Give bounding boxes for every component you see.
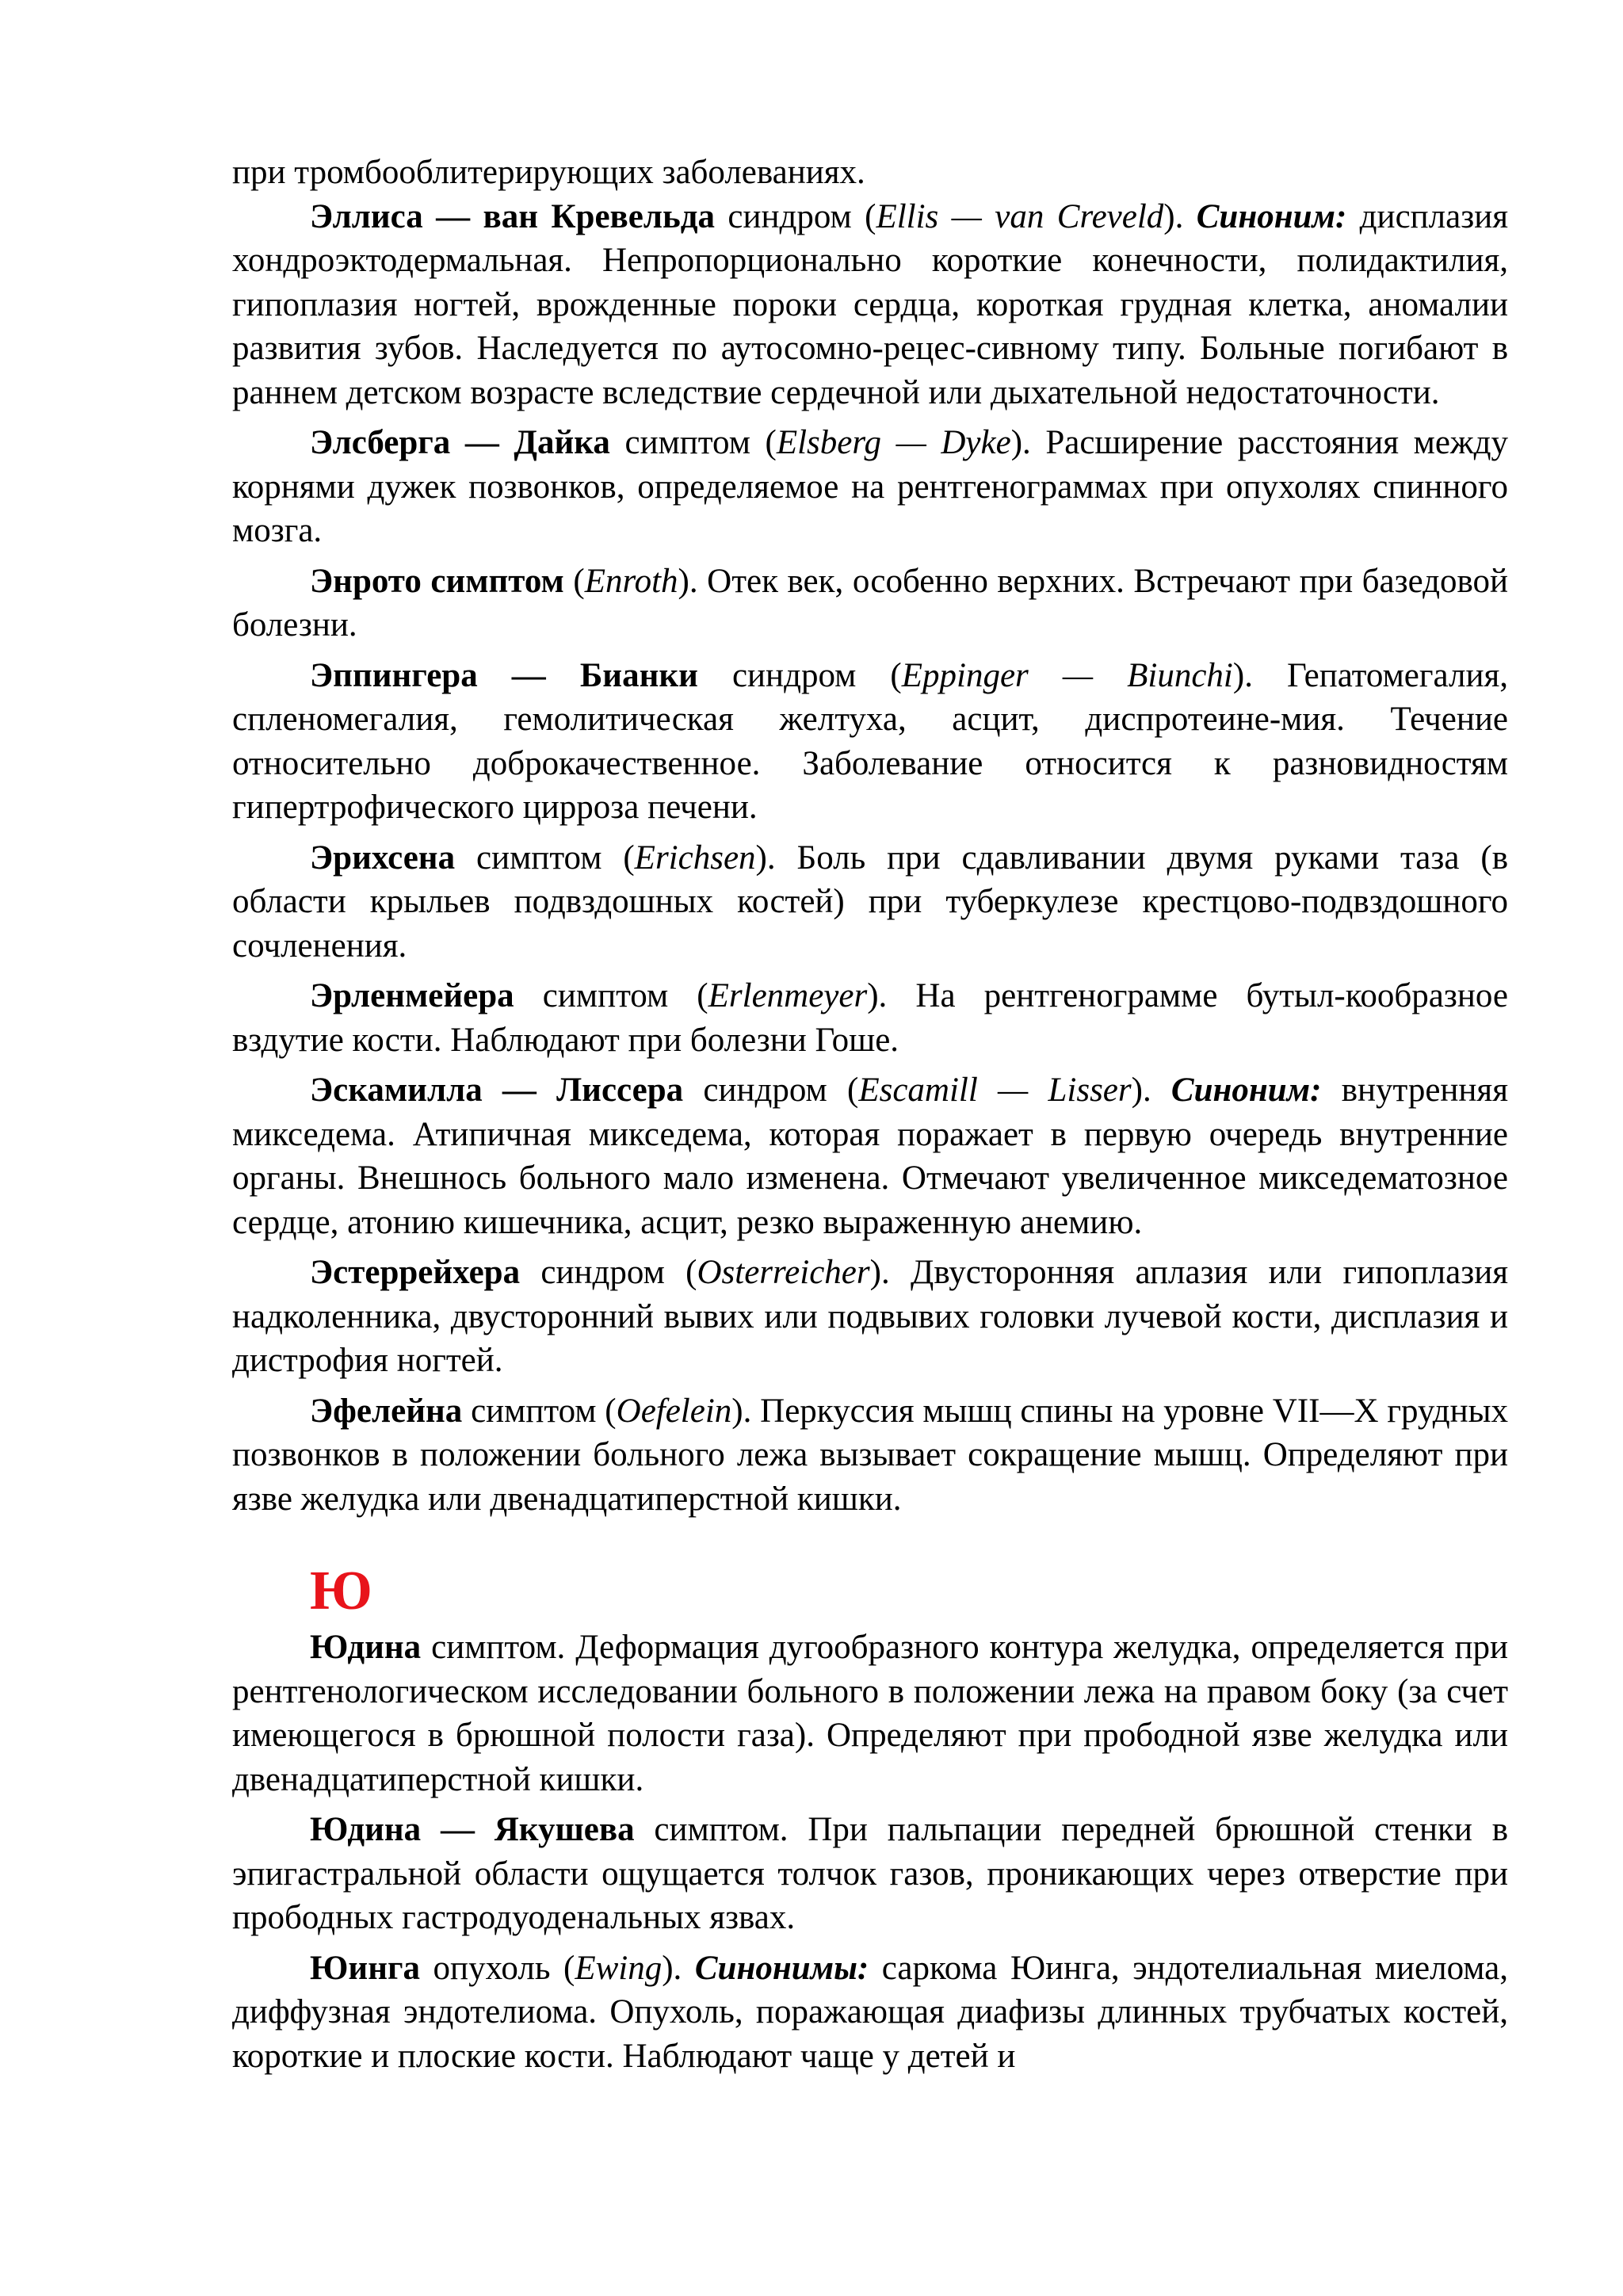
entry-text: внутренняя микседема. Атипичная микседема, которая поражает в первую очередь внутренние органы. Внешнось больного мало изменена. Отмечают увеличенное микседематозное сердце, атонию кишечника, асцит, резко выраженную анемию.	[232, 1072, 1508, 1241]
entry-text: Расширение расстояния между корнями дужек позвонков, определяемое на рентгенограммах при опухолях спинного мозга.	[232, 424, 1508, 549]
entry-term: Эфелейна	[310, 1392, 463, 1430]
entry-term: Эстеррейхера	[310, 1254, 521, 1291]
entry-kind: синдром (	[697, 656, 902, 694]
entry-text: Боль при сдавливании двумя руками таза (в области крыльев подвздошных костей) при туберкулезе крестцово-подвздошного сочленения.	[232, 839, 1508, 965]
entry-text: дисплазия хондроэктодермальная. Непропорционально короткие конечности, полидактилия, гипоплазия ногтей, врожденные пороки сердца, короткая грудная клетка, аномалии развития зубов. Наследуется по аутосомно-рецес-сивному типу. Больные погибают в раннем детском возрасте вследствие сердечной или дыхательной недостаточности.	[232, 197, 1508, 411]
section-letter-heading: Ю	[310, 1561, 372, 1622]
entry-latin-name: Ellis — van Creveld	[876, 197, 1164, 235]
entry-latin-name: Escamill — Lisser	[858, 1072, 1132, 1109]
entry-term: Юдина	[310, 1629, 422, 1666]
entry-yudina-yakusheva	[232, 1808, 1508, 1940]
entry-punct: ).	[1010, 424, 1046, 461]
synonym-label: Синоним:	[1170, 1072, 1322, 1109]
entry-ewing	[232, 1946, 1508, 2079]
entry-latin-name: Osterreicher	[697, 1254, 870, 1291]
entry-punct: ).	[731, 1392, 761, 1430]
entry-escamill-lisser	[232, 1068, 1508, 1244]
entry-latin-name: Ewing	[575, 1949, 663, 1987]
entry-kind: синдром (	[520, 1254, 697, 1291]
entry-ellis-van-creveld	[232, 195, 1508, 415]
entry-osterreicher	[232, 1251, 1508, 1383]
entry-term: Юинга	[310, 1949, 420, 1987]
entry-term: Эрленмейера	[310, 977, 514, 1014]
entry-kind: симптом.	[421, 1629, 576, 1666]
synonym-label: Синонимы:	[694, 1949, 869, 1987]
entry-latin-name: Elsberg — Dyke	[776, 424, 1011, 461]
entry-kind: симптом (	[609, 424, 777, 461]
entry-latin-name: Erlenmeyer	[708, 977, 868, 1014]
entry-eppinger-biunchi	[232, 654, 1508, 830]
entry-term: Элсберга — Дайка	[310, 424, 610, 461]
entry-kind: симптом (	[455, 839, 635, 877]
entry-latin-name: Erichsen	[634, 839, 756, 877]
entry-latin-name: Eppinger — Biunchi	[901, 656, 1233, 694]
entry-text: Гепатомегалия, спленомегалия, гемолитическая желтуха, асцит, диспротеине-мия. Течение относительно доброкачественное. Заболевание относится к разновидностям гипертрофического цирроза печени.	[232, 656, 1508, 826]
entry-term: Эллиса — ван Кревельда	[310, 197, 715, 235]
entry-punct: ).	[678, 562, 708, 600]
entry-oefelein	[232, 1389, 1508, 1522]
entry-kind: симптом (	[514, 977, 708, 1014]
entry-kind: (	[563, 562, 585, 600]
entry-latin-name: Enroth	[584, 562, 678, 600]
entry-punct: ).	[1131, 1072, 1171, 1109]
entry-erichsen	[232, 836, 1508, 968]
entry-text: Перкуссия мышц спины на уровне VII—X грудных позвонков в положении больного лежа вызывает сокращение мышц. Определяют при язве желудка или двенадцатиперстной кишки.	[232, 1392, 1508, 1518]
entry-text: саркома Юинга, эндотелиальная миелома, диффузная эндотелиома. Опухоль, поражающая диафизы длинных трубчатых костей, короткие и плоские кости. Наблюдают чаще у детей и	[232, 1949, 1509, 2075]
entry-term: Эрихсена	[310, 839, 456, 877]
entry-kind: синдром (	[714, 197, 876, 235]
entry-text: Деформация дугообразного контура желудка, определяется при рентгенологическом исследовании больного в положении лежа на правом боку (за счет имеющегося в брюшной полости газа). Определяют при прободной язве желудка или двенадцатиперстной кишки.	[232, 1629, 1508, 1798]
entry-elsberg-dyke	[232, 421, 1508, 553]
entry-text: Двусторонняя аплазия или гипоплазия надколенника, двусторонний вывих или подвывих головки лучевой кости, дисплазия и дистрофия ногтей.	[232, 1254, 1508, 1379]
entry-term: Эскамилла — Лиссера	[310, 1072, 684, 1109]
entry-punct: ).	[1232, 656, 1288, 694]
entry-enroth	[232, 560, 1508, 648]
entry-text: На рентгенограмме бутыл-кообразное вздутие кости. Наблюдают при болезни Гоше.	[232, 977, 1508, 1059]
entry-kind: симптом (	[462, 1392, 617, 1430]
entry-kind: симптом.	[634, 1811, 808, 1848]
document-page	[232, 151, 1508, 2078]
entry-text: Отек век, особенно верхних. Встречают при базедовой болезни.	[232, 562, 1508, 644]
continuation-line: при тромбооблитерирующих заболеваниях.	[232, 154, 865, 191]
entry-punct: ).	[867, 977, 916, 1014]
entry-punct: ).	[1163, 197, 1197, 235]
entry-term: Юдина — Якушева	[310, 1811, 635, 1848]
entry-latin-name: Oefelein	[616, 1392, 732, 1430]
entry-text: При пальпации передней брюшной стенки в эпигастральной области ощущается толчок газов, проникающих через отверстие при прободных гастродуоденальных язвах.	[232, 1811, 1508, 1936]
entry-kind: синдром (	[683, 1072, 859, 1109]
entry-punct: ).	[869, 1254, 911, 1291]
entry-term: Эппингера — Бианки	[310, 656, 698, 694]
entry-yudina	[232, 1626, 1508, 1801]
synonym-label: Синоним:	[1196, 197, 1347, 235]
entry-term: Энрото симптом	[310, 562, 564, 600]
entry-erlenmeyer	[232, 974, 1508, 1062]
entry-punct: ).	[755, 839, 797, 877]
entry-kind: опухоль (	[420, 1949, 575, 1987]
entry-punct: ).	[662, 1949, 695, 1987]
